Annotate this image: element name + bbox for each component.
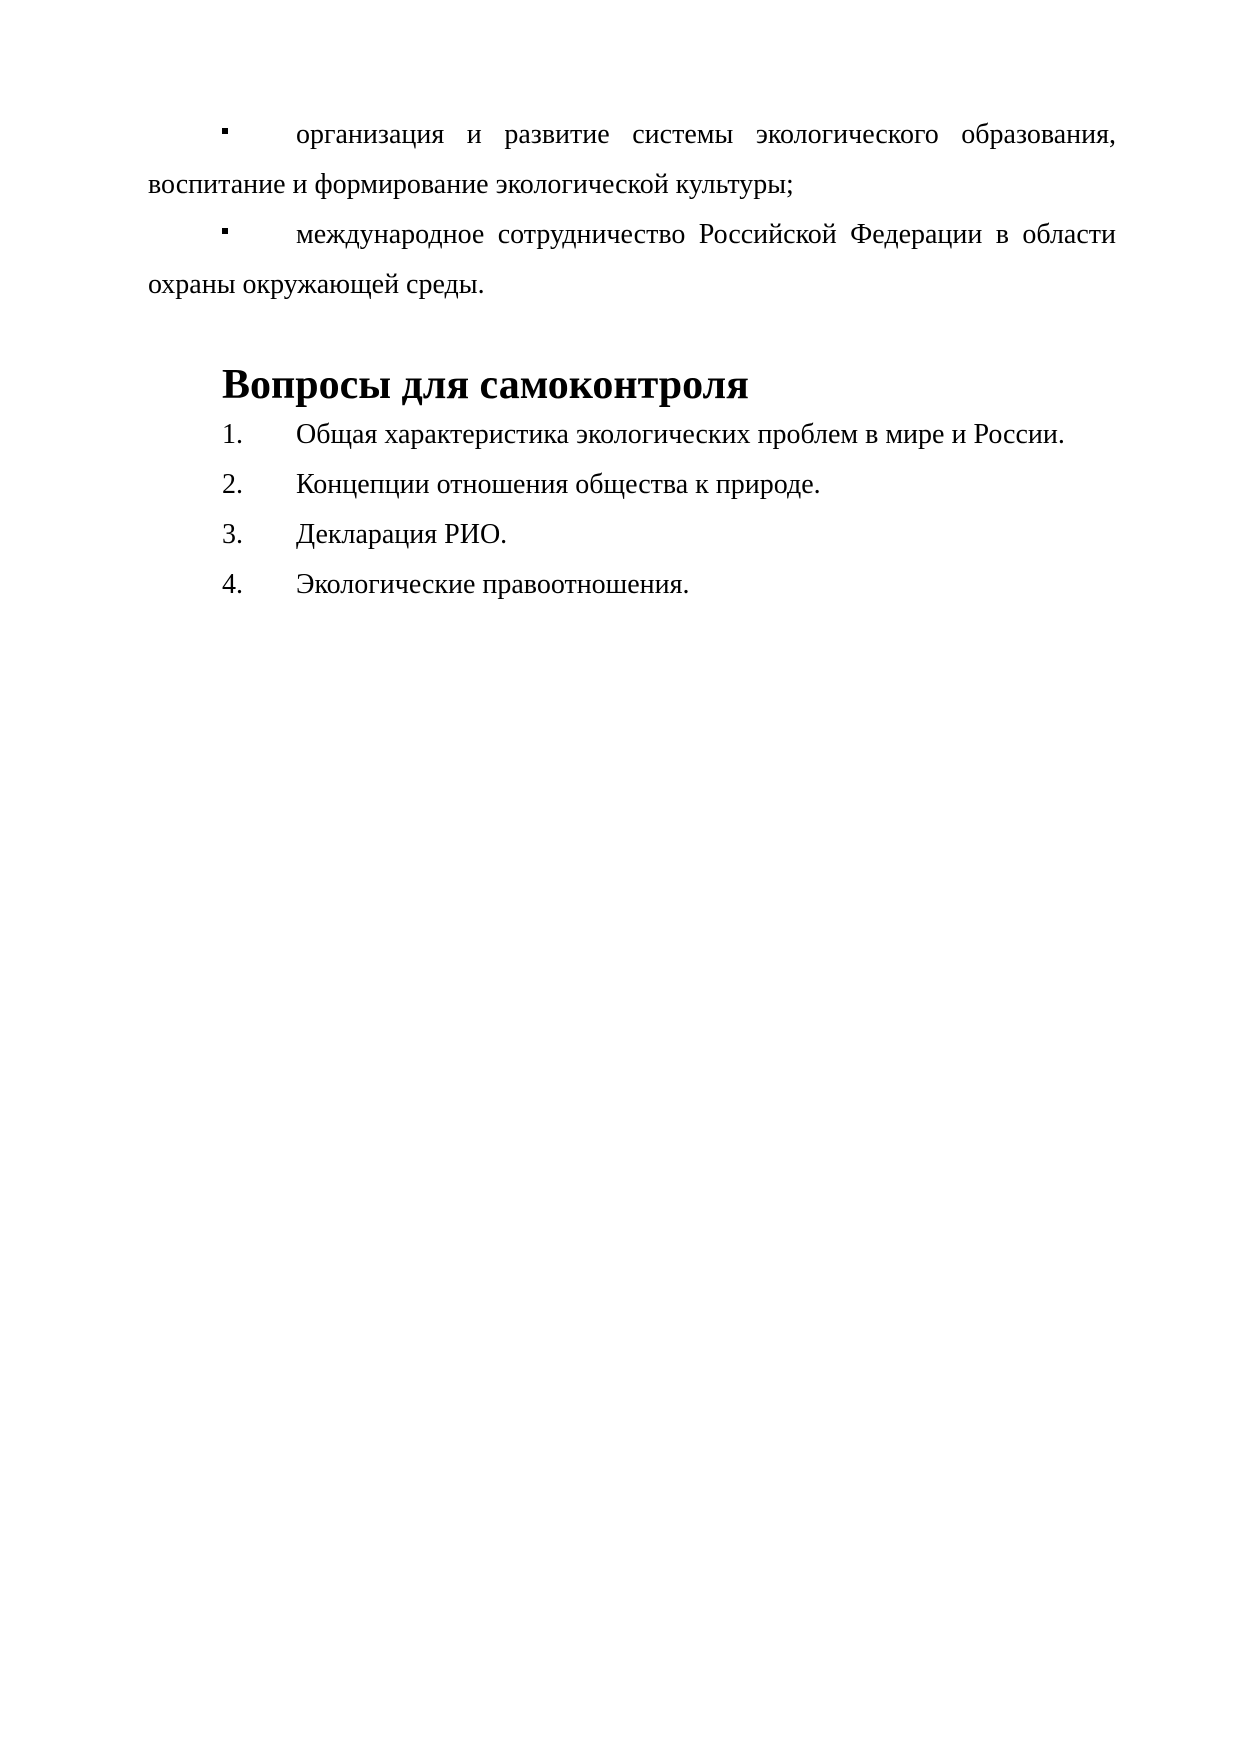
list-item-text: Концепции отношения общества к природе.	[296, 469, 821, 500]
bullet-paragraph	[148, 210, 1116, 310]
square-bullet-icon	[222, 110, 296, 160]
list-item	[148, 460, 1116, 510]
list-item-number: 1.	[222, 419, 243, 450]
list-item-number: 3.	[222, 519, 243, 550]
list-item	[148, 560, 1116, 610]
questions-list	[148, 410, 1116, 610]
list-item-text: Экологические правоотношения.	[296, 569, 690, 600]
list-item-number: 2.	[222, 469, 243, 500]
list-item	[148, 410, 1116, 460]
list-item	[148, 510, 1116, 560]
page-content	[148, 110, 1116, 610]
bullet-text: организация и развитие системы экологического образования, воспитание и формирование экологической культуры;	[148, 119, 1116, 200]
list-item-number: 4.	[222, 569, 243, 600]
section-heading: Вопросы для самоконтроля	[222, 362, 749, 408]
square-bullet-icon	[222, 210, 296, 260]
list-item-text: Общая характеристика экологических проблем в мире и России.	[296, 419, 1065, 450]
list-item-text: Декларация РИО.	[296, 519, 508, 550]
bullet-text: международное сотрудничество Российской Федерации в области охраны окружающей среды.	[148, 219, 1116, 300]
bullet-paragraph	[148, 110, 1116, 210]
